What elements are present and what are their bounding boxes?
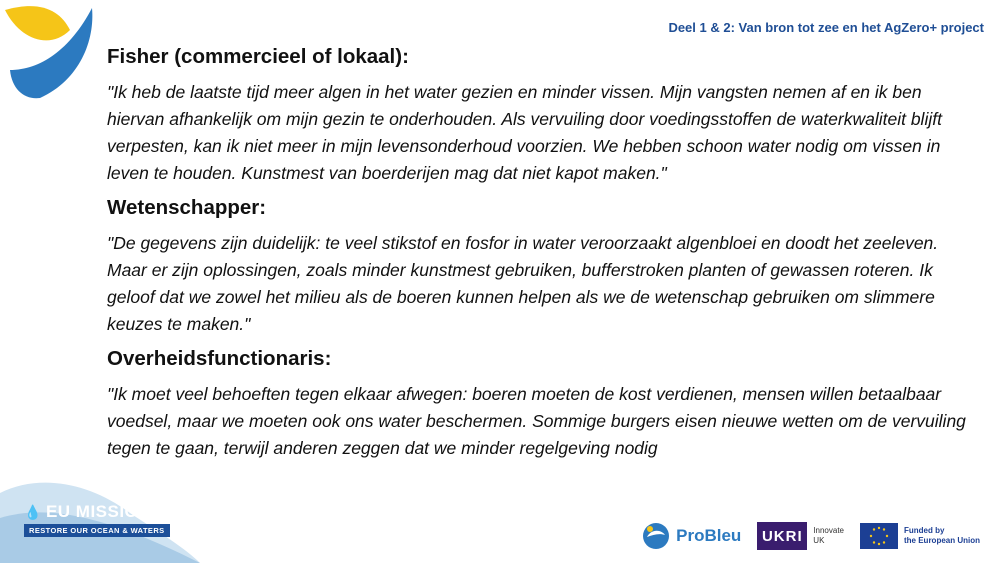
section-scientist [107, 195, 973, 338]
probleu-icon [641, 521, 671, 551]
eu-funding-line1: Funded by [904, 526, 945, 535]
eu-missions-logo [24, 502, 170, 537]
droplet-icon: 💧 [24, 503, 42, 520]
eu-missions-title: EU MISSIONS [45, 502, 163, 521]
header-title: Deel 1 & 2: Van bron tot zee en het AgZero+ project [668, 20, 984, 35]
section-quote: "De gegevens zijn duidelijk: te veel stikstof en fosfor in water veroorzaakt algenbloei en doodt het zeeleven. Maar er zijn oplossingen, zoals minder kunstmest gebruiken, bufferstroken planten of gewassen roteren. Ik geloof dat we zowel het milieu als de boeren kunnen helpen als we de wetenschap gebruiken om slimmere keuzes te maken." [107, 232, 939, 335]
probleu-name: ProBleu [676, 526, 742, 545]
eu-funding-line2: the European Union [904, 536, 980, 545]
eu-missions-subtitle: RESTORE OUR OCEAN & WATERS [24, 524, 170, 537]
probleu-corner-logo [0, 0, 100, 105]
section-heading: Wetenschapper: [107, 196, 267, 220]
section-fisher [107, 44, 973, 187]
section-quote: "Ik moet veel behoeften tegen elkaar afwegen: boeren moeten de kost verdienen, mensen willen betaalbaar voedsel, maar we moeten ook ons water beschermen. Sommige burgers eisen nieuwe wetten om de vervuiling tegen te gaan, terwijl anderen zeggen dat we minder regelgeving nodig [107, 383, 966, 459]
ukri-line1: Innovate [813, 526, 844, 536]
section-quote: "Ik heb de laatste tijd meer algen in het water gezien en minder vissen. Mijn vangsten nemen af en ik ben hiervan afhankelijk om mijn gezin te onderhouden. Als vervuiling door voedingsstoffen de waterkwaliteit blijft verpesten, kan ik niet meer in mijn levensonderhoud voorzien. We hebben schoon water nodig om vissen in leven te houden. Kunstmest van boerderijen mag dat niet kapot maken." [107, 81, 942, 184]
ukri-line2: UK [813, 536, 825, 545]
section-heading: Fisher (commercieel of lokaal): [107, 45, 409, 68]
eu-funding-logo [860, 523, 980, 549]
section-official [107, 346, 973, 462]
probleu-logo [641, 521, 741, 551]
ukri-logo [757, 522, 844, 550]
quotes-content [107, 44, 973, 509]
partner-logos [641, 519, 980, 553]
section-heading: Overheidsfunctionaris: [107, 347, 332, 371]
ukri-mark: UKRI [757, 522, 807, 550]
eu-flag-icon [860, 523, 898, 549]
